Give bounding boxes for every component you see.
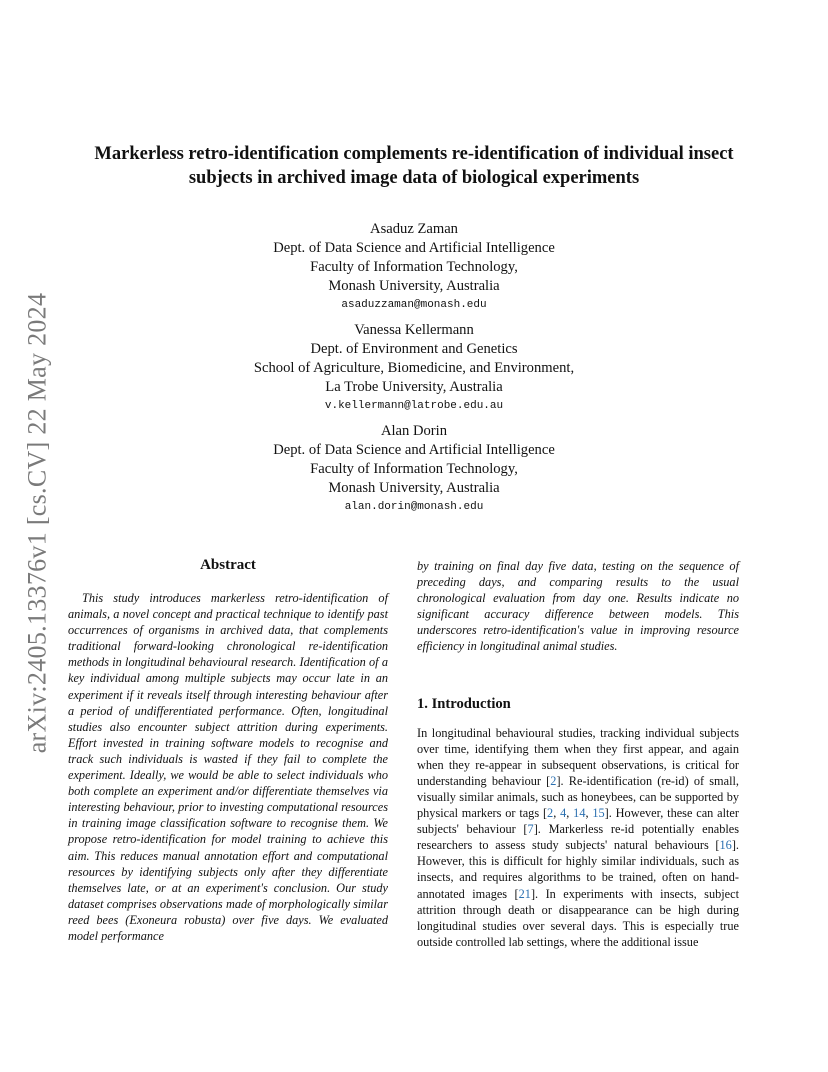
section-heading-introduction: 1. Introduction [417,695,511,712]
author-block [60,220,768,523]
author-email[interactable]: alan.dorin@monash.edu [344,501,484,513]
intro-text-segment: In longitudinal behavioural studies, tracking individual subjects over time, identifying them when they first appear, and again when they re-appear in subsequent observations, is critical for understanding behaviour [ [417,725,739,788]
citation-link[interactable]: 16 [719,838,732,853]
citation-link[interactable]: 2 [547,806,554,821]
author-affiliation: Dept. of Data Science and Artificial Intelligence [273,240,555,256]
citation-link[interactable]: 14 [573,806,586,821]
intro-text-segment: , [566,806,574,821]
title-line-1: Markerless retro-identification complements re-identification of individual insect [94,144,734,164]
author-affiliation: Dept. of Environment and Genetics [310,341,518,357]
intro-text-segment: ]. Markerless re-id potentially enables researchers to assess study subjects' natural behaviours [ [417,822,740,853]
author-affiliation: Faculty of Information Technology, [310,461,518,477]
author-name: Asaduz Zaman [370,221,458,237]
author-email[interactable]: asaduzzaman@monash.edu [341,299,487,311]
abstract-heading: Abstract [200,557,256,573]
left-column [68,556,388,944]
author-affiliation: School of Agriculture, Biomedicine, and Environment, [253,360,575,376]
citation-link[interactable]: 21 [518,886,531,901]
intro-text-segment: , [585,806,593,821]
abstract-text: This study introduces markerless retro-identification of animals, a novel concept and practical technique to identify past occurrences of organisms in archived data, that complements traditional forward-looking chronological re-identification methods in longitudinal behavioural research. Identification of a key individual among multiple subjects may occur late in an experiment if it reveals itself through interesting behaviour after a period of undifferentiated performance. Often, longitudinal studies also encounter subject attrition during experiments. Effort invested in training software models to recognise and track such individuals is wasted if they fail to complete the experiment. Ideally, we would be able to select individuals who both complete an experiment and/or differentiate themselves via interesting behaviour, prior to investing computational resources in training image classification software to recognise them. We propose retro-identification for model training to achieve this aim. This reduces manual annotation effort and computational resources by identifying subjects only after they differentiate themselves late, or at an experiment's conclusion. Our study dataset comprises observations made of morphologically similar reed bees (Exoneura robusta) over five days. We evaluated model performance [68,591,388,943]
author-3 [60,422,768,517]
author-2 [60,321,768,416]
author-affiliation: Monash University, Australia [328,480,500,496]
author-1 [60,220,768,315]
intro-text-segment: ]. However, this is difficult for highly similar individuals, such as insects, and requires algorithms to be trained, often on hand-annotated images [ [417,838,739,901]
author-name: Vanessa Kellermann [354,322,474,338]
arxiv-stamp: arXiv:2405.13376v1 [cs.CV] 22 May 2024 [22,292,52,754]
author-affiliation: Dept. of Data Science and Artificial Intelligence [273,442,555,458]
citation-link[interactable]: 15 [592,806,605,821]
right-column [417,558,739,950]
paper-title [60,142,768,190]
author-affiliation: Monash University, Australia [328,278,500,294]
intro-text-segment: ]. In experiments with insects, subject attrition through death or disappearance can be high during longitudinal studies over several days. This is especially true outside controlled lab settings, where the additional issue [417,886,739,949]
author-affiliation: Faculty of Information Technology, [310,259,518,275]
intro-text-segment: ]. However, these can alter subjects' behaviour [ [417,806,739,837]
intro-text-segment: ]. Re-identification (re-id) of small, visually similar animals, such as honeybees, can be supported by physical markers or tags [ [417,773,739,821]
author-email[interactable]: v.kellermann@latrobe.edu.au [324,400,504,412]
citation-link[interactable]: 7 [527,822,534,837]
introduction-text [417,725,739,950]
abstract-text-continued: by training on final day five data, testing on the sequence of preceding days, and comparing results to the usual chronological evaluation from day one. Results indicate no significant accuracy difference between models. This underscores retro-identification's value in improving resource efficiency in longitudinal animal studies. [417,559,739,654]
citation-link[interactable]: 2 [550,773,557,788]
citation-link[interactable]: 4 [560,806,567,821]
arxiv-stamp-container [12,278,62,768]
intro-text-segment: , [553,806,561,821]
author-name: Alan Dorin [380,423,448,439]
title-line-2: subjects in archived image data of biological experiments [188,168,640,188]
author-affiliation: La Trobe University, Australia [325,379,503,395]
